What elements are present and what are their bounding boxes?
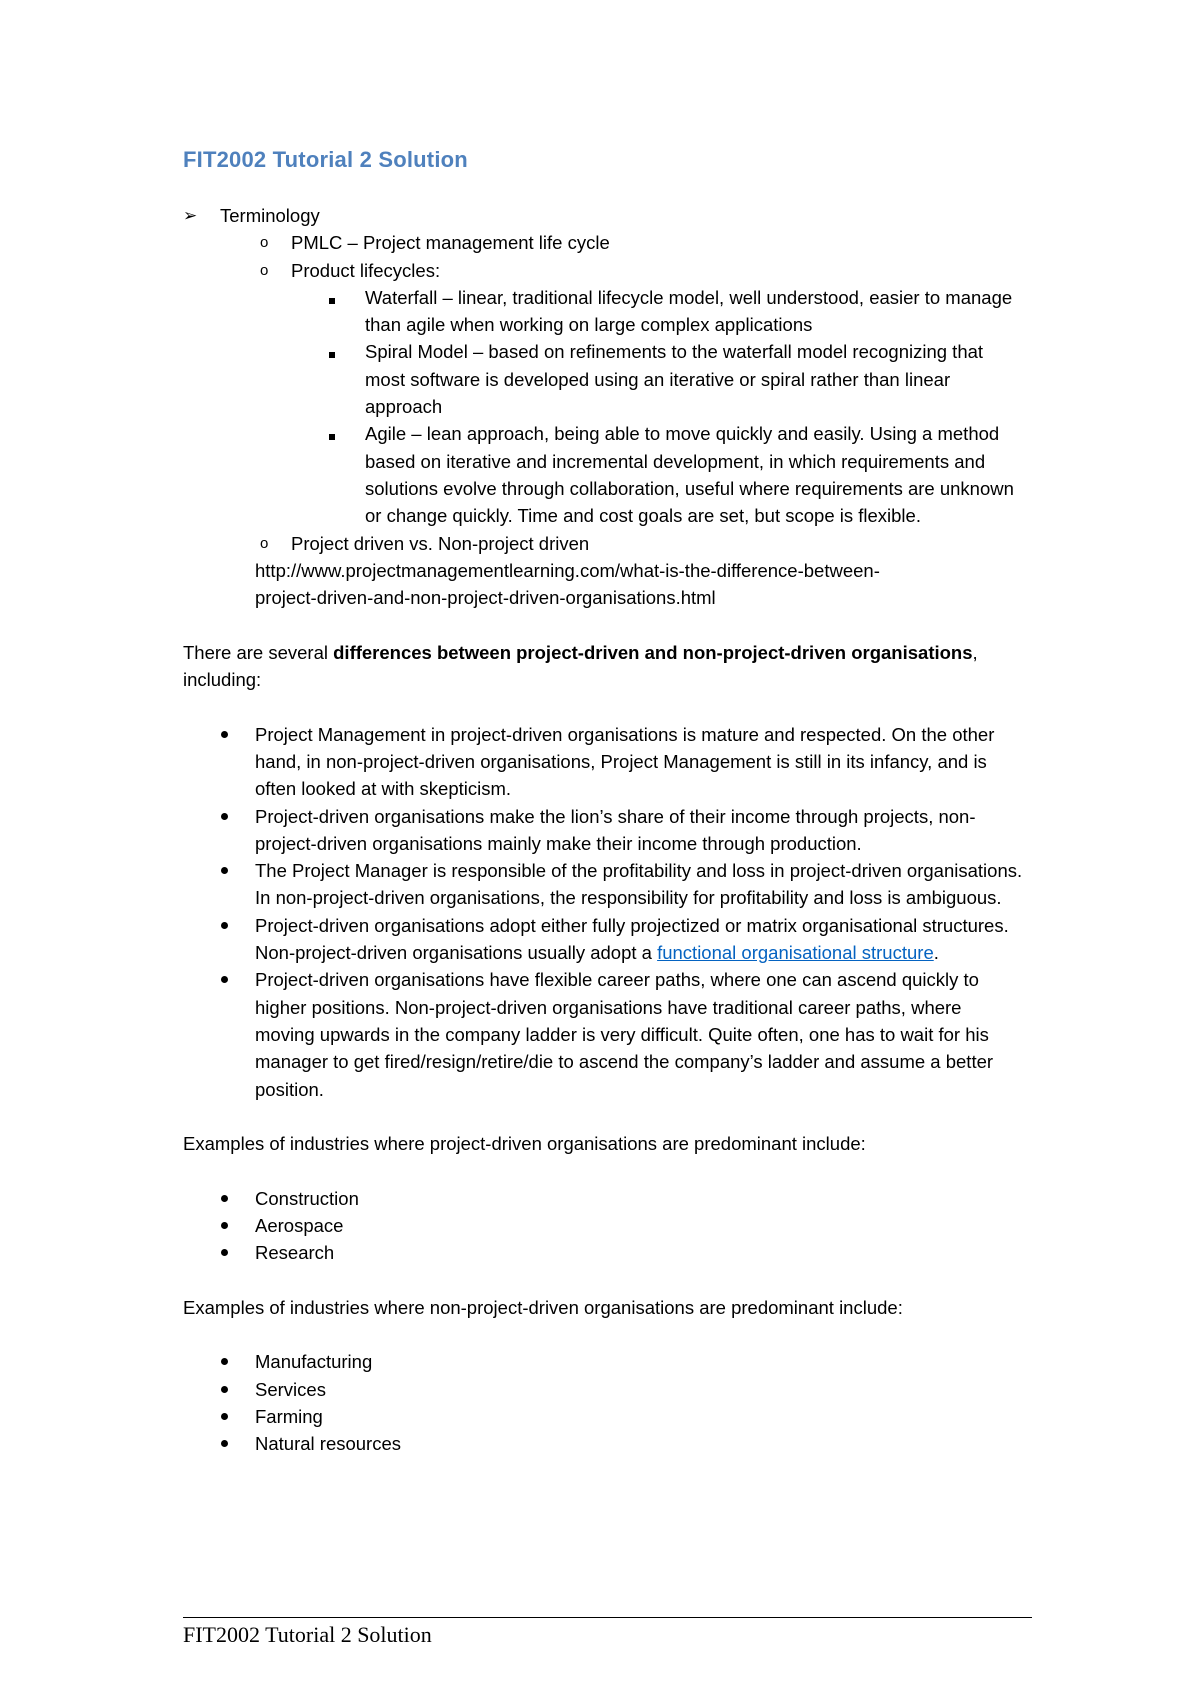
industry-label: Construction <box>255 1187 359 1209</box>
bullet-icon <box>221 867 228 874</box>
footer-divider <box>183 1617 1032 1618</box>
difference-text: Project-driven organisations make the lion’s share of their income through projects, non-project-driven organisations mainly make their income through production. <box>255 805 976 854</box>
circle-bullet-icon: o <box>260 534 269 552</box>
pmlc-text: PMLC – Project management life cycle <box>291 232 610 254</box>
arrow-bullet-icon: ➢ <box>183 206 198 225</box>
difference-text: Project-driven organisations have flexible career paths, where one can ascend quickly to higher positions. Non-project-driven organisations have traditional career paths, where moving upwards in the company ladder is very difficult. Quite often, one has to wait for his manager to get fired/resign/retire/die to ascend the company’s ladder and assume a better position. <box>255 969 994 1100</box>
bullet-icon <box>221 922 228 929</box>
bullet-icon <box>221 1358 228 1365</box>
spiral-text: Spiral Model – based on refinements to the waterfall model recognizing that most software is developed using an iterative or spiral rather than linear approach <box>365 341 984 418</box>
industry-label: Aerospace <box>255 1214 344 1236</box>
difference-text: Project Management in project-driven organisations is mature and respected. On the other hand, in non-project-driven organisations, Project Management is still in its infancy, and is often looked at with skepticism. <box>255 723 995 800</box>
intro-prefix: There are several <box>183 641 334 663</box>
difference-item <box>183 803 1023 858</box>
intro-suffix: , including: <box>183 641 978 691</box>
source-url-line-1: http://www.projectmanagementlearning.com/what-is-the-difference-between- <box>255 559 880 581</box>
industry-label: Natural resources <box>255 1433 402 1455</box>
lifecycle-item <box>183 284 1023 339</box>
difference-item <box>183 857 1023 912</box>
lifecycle-item <box>183 338 1023 420</box>
agile-text: Agile – lean approach, being able to move quickly and easily. Using a method based on iterative and incremental development, in which requirements and solutions evolve through collaboration, useful where requirements are unknown or change quickly. Time and cost goals are set, but scope is flexible. <box>365 423 1014 527</box>
industry-item <box>183 1430 1023 1457</box>
difference-item <box>183 721 1023 803</box>
intro-paragraph <box>183 639 1023 694</box>
terminology-subitem <box>183 530 1023 557</box>
difference-item <box>183 966 1023 1102</box>
waterfall-text: Waterfall – linear, traditional lifecycle model, well understood, easier to manage than agile when working on large complex applications <box>365 286 1013 336</box>
terminology-heading: Terminology <box>220 205 320 226</box>
non-project-driven-examples-intro: Examples of industries where non-project-driven organisations are predominant include: <box>183 1296 903 1318</box>
bullet-icon <box>221 1413 228 1420</box>
page-footer: FIT2002 Tutorial 2 Solution <box>183 1622 432 1647</box>
bullet-icon <box>221 813 228 820</box>
bullet-icon <box>221 1249 228 1256</box>
product-lifecycles-text: Product lifecycles: <box>291 259 441 281</box>
bullet-icon <box>221 1440 228 1447</box>
project-driven-examples-intro: Examples of industries where project-driven organisations are predominant include: <box>183 1133 866 1155</box>
bullet-icon <box>221 1195 228 1202</box>
industry-item <box>183 1185 1023 1212</box>
square-bullet-icon <box>329 284 335 311</box>
industry-item <box>183 1212 1023 1239</box>
industry-item <box>183 1376 1023 1403</box>
project-driven-text: Project driven vs. Non-project driven <box>291 532 590 554</box>
difference-text: Project-driven organisations adopt either fully projectized or matrix organisational structures. Non-project-driven organisations usually adopt a <box>255 914 1009 964</box>
circle-bullet-icon: o <box>260 234 269 252</box>
bullet-icon <box>221 1386 228 1393</box>
intro-bold: differences between project-driven and non-project-driven organisations <box>333 641 973 663</box>
difference-text-end: . <box>933 942 939 964</box>
industry-item <box>183 1239 1023 1266</box>
circle-bullet-icon: o <box>260 261 269 279</box>
terminology-subitem <box>183 257 1023 284</box>
terminology-subitem <box>183 229 1023 256</box>
functional-structure-link[interactable]: functional organisational structure <box>657 942 934 964</box>
lifecycle-item <box>183 420 1023 529</box>
industry-label: Research <box>255 1242 335 1264</box>
industry-label: Farming <box>255 1406 323 1428</box>
document-title: FIT2002 Tutorial 2 Solution <box>183 147 468 172</box>
document-body <box>183 202 1023 1458</box>
source-url-line-2: project-driven-and-non-project-driven-organisations.html <box>255 587 716 609</box>
difference-text: The Project Manager is responsible of the profitability and loss in project-driven organisations. In non-project-driven organisations, the responsibility for profitability and loss is ambiguous. <box>255 860 1023 909</box>
source-url <box>183 557 1023 612</box>
square-bullet-icon <box>329 420 335 447</box>
industry-item <box>183 1403 1023 1430</box>
difference-item <box>183 912 1023 967</box>
square-bullet-icon <box>329 338 335 365</box>
bullet-icon <box>221 976 228 983</box>
industry-label: Manufacturing <box>255 1351 373 1373</box>
industry-label: Services <box>255 1378 326 1400</box>
terminology-item <box>183 202 1023 229</box>
bullet-icon <box>221 731 228 738</box>
bullet-icon <box>221 1222 228 1229</box>
industry-item <box>183 1348 1023 1375</box>
